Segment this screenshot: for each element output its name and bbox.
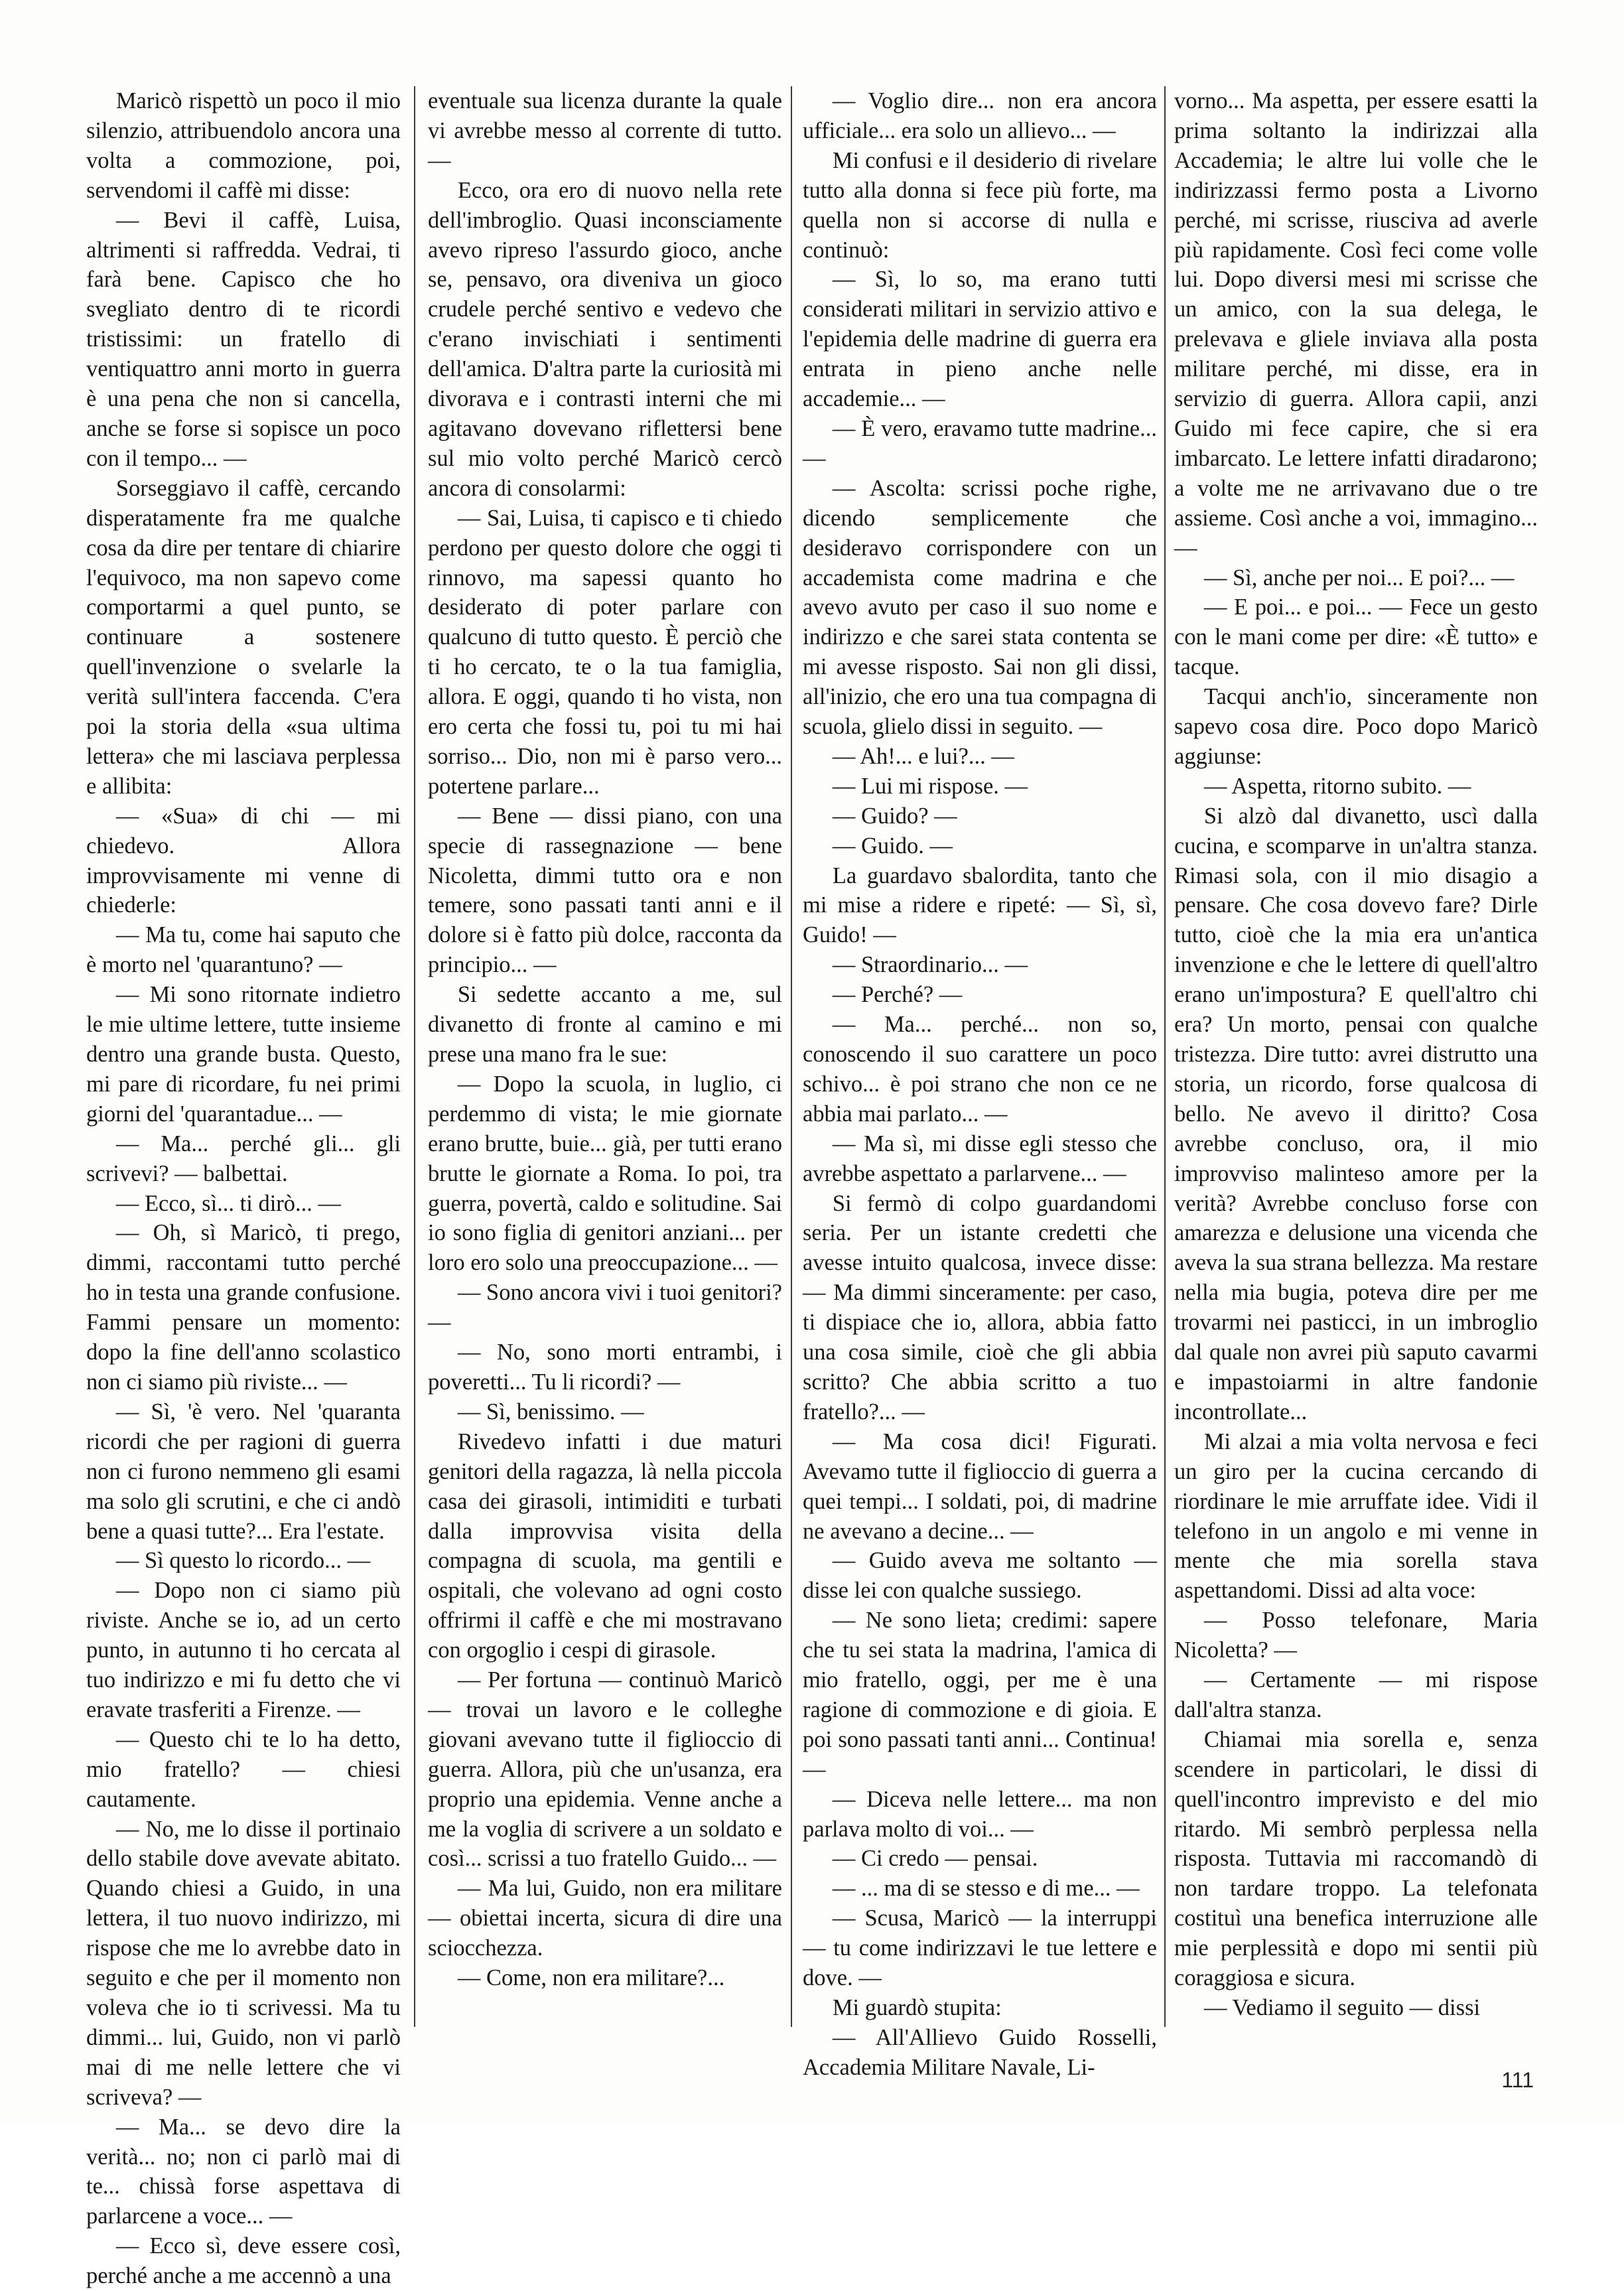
paragraph: — «Sua» di chi — mi chiedevo. Allora improvvisamente mi venne di chiederle: [86,803,401,918]
paragraph: — Bevi il caffè, Luisa, altrimenti si raffredda. Vedrai, ti farà bene. Capisco che ho svegliato dentro di te ricordi tristissimi: un fratello di ventiquattro anni morto in guerra è una pena che non si cancella, anche se forse si sopisce un poco con il tempo... — [86,207,401,471]
paragraph: — Sì, lo so, ma erano tutti considerati militari in servizio attivo e l'epidemia delle madrine di guerra era entrata in pieno anche nelle accademie... — [803,267,1157,412]
paragraph: — Guido. — [832,833,953,859]
text-column-3 [803,86,1157,2080]
column-divider [1164,86,1166,2027]
paragraph: Mi alzai a mia volta nervosa e feci un giro per la cucina cercando di riordinare le mie arruffate idee. Vidi il telefono in un angolo e mi venne in mente che mia sorella stava aspettandomi. Dissi ad alta voce: [1174,1428,1538,1604]
paragraph: — Oh, sì Maricò, ti prego, dimmi, raccontami tutto perché ho in testa una grande confusione. Fammi pensare un momento: dopo la fine dell'anno scolastico non ci siamo più riviste... — [86,1220,401,1395]
paragraph: — Vediamo il seguito — dissi [1203,1995,1481,2020]
paragraph: Mi guardò stupita: [832,1995,1002,2020]
paragraph: La guardavo sbalordita, tanto che mi mise a ridere e ripeté: — Sì, sì, Guido! — [803,863,1157,948]
paragraph: — Certamente — mi rispose dall'altra stanza. [1174,1667,1538,1722]
paragraph: — Bene — dissi piano, con una specie di rassegnazione — bene Nicoletta, dimmi tutto ora e non temere, sono passati tanti anni e il dolore si è fatto più dolce, racconta da principio... — [428,803,782,978]
paragraph: — No, sono morti entrambi, i poveretti... Tu li ricordi? — [428,1340,782,1395]
text-column-4 [1174,86,1538,2030]
paragraph: — Come, non era militare?... [457,1965,725,1991]
paragraph: — Ascolta: scrissi poche righe, dicendo semplicemente che desideravo corrispondere con un accademista come madrina e che avevo avuto per caso il suo nome e indirizzo e che sarei stata contenta se mi avesse risposto. Sai non gli dissi, all'inizio, che ero una tua compagna di scuola, glielo dissi in seguito. — [803,475,1157,740]
column-divider [791,86,792,2027]
paragraph: — Ci credo — pensai. [832,1846,1038,1872]
paragraph: Sorseggiavo il caffè, cercando disperatamente fra me qualche cosa da dire per tentare di chiarire l'equivoco, ma non sapevo come comportarmi a quel punto, se continuare a sostenere quell'invenzione o svelarle la verità sull'intera faccenda. C'era poi la storia della «sua ultima lettera» che mi lasciava perplessa e allibita: [86,475,401,799]
paragraph: — Ma sì, mi disse egli stesso che avrebbe aspettato a parlarvene... — [803,1131,1157,1186]
paragraph: — Ma... perché gli... gli scrivevi? — balbettai. [86,1131,401,1186]
paragraph: — Diceva nelle lettere... ma non parlava molto di voi... — [803,1786,1157,1842]
paragraph: — All'Allievo Guido Rosselli, Accademia Militare Navale, Li- [803,2024,1157,2080]
paragraph: Si alzò dal divanetto, uscì dalla cucina, e scomparve in un'altra stanza. Rimasi sola, con il mio disagio a pensare. Che cosa dovevo fare? Dirle tutto, cioè che la mia era un'antica invenzione e che le lettere di quell'altro erano un'impostura? E quell'altro chi era? Un morto, pensai con qualche tristezza. Dire tutto: avrei distrutto una storia, un ricordo, forse qualcosa di bello. Ne avevo il diritto? Cosa avrebbe concluso, ora, il mio improvviso malinteso amore per la verità? Avrebbe concluso forse con amarezza e delusione una vicenda che aveva la sua strana bellezza. Ma restare nella mia bugia, poteva dire per me trovarmi nei pasticci, in un imbroglio dal quale non avrei più saputo cavarmi e impastoiarmi in altre fandonie incontrollate... [1174,803,1538,1424]
paragraph: — Sì questo lo ricordo... — [115,1548,371,1574]
paragraph: — Sì, benissimo. — [457,1399,644,1424]
paragraph: — Ecco, sì... ti dirò... — [115,1190,342,1216]
paragraph: — Straordinario... — [832,952,1028,978]
paragraph: — Guido aveva me soltanto — disse lei con qualche sussiego. [803,1548,1157,1604]
paragraph: — ... ma di se stesso e di me... — [832,1876,1140,1902]
text-column-2 [428,86,782,2030]
paragraph: — Perché? — [832,982,963,1008]
paragraph: — Ma tu, come hai saputo che è morto nel 'quarantuno? — [86,922,401,978]
column-divider [414,86,415,2027]
paragraph: eventuale sua licenza durante la quale vi avrebbe messo al corrente di tutto. — [428,88,782,173]
paragraph: — Lui mi rispose. — [832,773,1028,799]
paragraph: — Ne sono lieta; credimi: sapere che tu sei stata la madrina, l'amica di mio fratello, oggi, per me è una ragione di commozione e di gioia. E poi sono passati tanti anni... Continua! — [803,1608,1157,1782]
paragraph: — Posso telefonare, Maria Nicoletta? — [1174,1608,1538,1663]
paragraph: — Dopo non ci siamo più riviste. Anche se io, ad un certo punto, in autunno ti ho cercata al tuo indirizzo e mi fu detto che vi eravate trasferiti a Firenze. — [86,1578,401,1722]
paragraph: — Guido? — [832,803,957,829]
paragraph: — Sono ancora vivi i tuoi genitori? — [428,1280,782,1336]
paragraph: — Ma lui, Guido, non era militare — obiettai incerta, sicura di dire una sciocchezza. [428,1876,782,1961]
paragraph: — Ma... se devo dire la verità... no; non ci parlò mai di te... chissà forse aspettava di parlarcene a voce... — [86,2114,401,2229]
paragraph: — Ma... perché... non so, conoscendo il suo carattere un poco schivo... è poi strano che non ce ne abbia mai parlato... — [803,1012,1157,1127]
paragraph: Tacqui anch'io, sinceramente non sapevo cosa dire. Poco dopo Maricò aggiunse: [1174,684,1538,769]
paragraph: — Mi sono ritornate indietro le mie ultime lettere, tutte insieme dentro una grande busta. Questo, mi pare di ricordare, fu nei primi giorni del 'quarantadue... — [86,982,401,1127]
paragraph: Mi confusi e il desiderio di rivelare tutto alla donna si fece più forte, ma quella non si accorse di nulla e continuò: [803,147,1157,263]
text-column-1 [86,86,401,2289]
paragraph: — Voglio dire... non era ancora ufficiale... era solo un allievo... — [803,88,1157,143]
paragraph: — Dopo la scuola, in luglio, ci perdemmo di vista; le mie giornate erano brutte, buie... già, per tutti erano brutte le giornate a Roma. Io poi, tra guerra, povertà, caldo e solitudine. Sai io sono figlia di genitori anziani... per loro ero solo una preoccupazione... — [428,1071,782,1276]
paragraph: — È vero, eravamo tutte madrine... — [803,415,1157,471]
paragraph: Rivedevo infatti i due maturi genitori della ragazza, là nella piccola casa dei girasoli, intimiditi e turbati dalla improvvisa visita della compagna di scuola, ma gentili e ospitali, che volevano ad ogni costo offrirmi il caffè e che mi mostravano con orgoglio i cespi di girasole. [428,1428,782,1663]
paragraph: — E poi... e poi... — Fece un gesto con le mani come per dire: «È tutto» e tacque. [1174,594,1538,680]
paragraph: — Aspetta, ritorno subito. — [1203,773,1471,799]
paragraph: Si sedette accanto a me, sul divanetto di fronte al camino e mi prese una mano fra le sue: [428,982,782,1067]
page-number: 111 [1501,2068,1534,2092]
paragraph: — Ma cosa dici! Figurati. Avevamo tutte il figlioccio di guerra a quei tempi... I soldati, poi, di madrine ne avevano a decine... — [803,1428,1157,1544]
paragraph: Ecco, ora ero di nuovo nella rete dell'imbroglio. Quasi inconsciamente avevo ripreso l'assurdo gioco, anche se, pensavo, ora diveniva un gioco crudele perché sentivo e vedevo che c'erano invischiati i sentimenti dell'amica. D'altra parte la curiosità mi divorava e i contrasti interni che mi agitavano dovevano riflettersi bene sul mio volto perché Maricò cercò ancora di consolarmi: [428,177,782,501]
paragraph: — Ecco sì, deve essere così, perché anche a me accennò a una [86,2233,401,2289]
paragraph: Si fermò di colpo guardandomi seria. Per un istante credetti che avesse intuito qualcosa, invece disse: — Ma dimmi sinceramente: per caso, ti dispiace che io, allora, abbia fatto una cosa simile, cioè che gli abbia scritto? Che abbia scritto a tuo fratello?... — [803,1190,1157,1424]
paragraph: — Per fortuna — continuò Maricò — trovai un lavoro e le colleghe giovani avevano tutte il figlioccio di guerra. Allora, più che un'usanza, era proprio una epidemia. Venne anche a me la voglia di scrivere a un soldato e così... scrissi a tuo fratello Guido... — [428,1667,782,1872]
paragraph: Chiamai mia sorella e, senza scendere in particolari, le dissi di quell'incontro imprevisto e del mio ritardo. Mi sembrò perplessa nella risposta. Tuttavia mi raccomandò di non tardare troppo. La telefonata costituì una benefica interruzione alle mie perplessità e dopo mi sentii più coraggiosa e sicura. [1174,1726,1538,1991]
paragraph: — Sì, anche per noi... E poi?... — [1203,565,1515,590]
paragraph: — Sai, Luisa, ti capisco e ti chiedo perdono per questo dolore che oggi ti rinnovo, ma sapessi quanto ho desiderato di poter parlare con qualcuno di tutto questo. È perciò che ti ho cercato, te o la tua famiglia, allora. E oggi, quando ti ho vista, non ero certa che fossi tu, poi tu mi hai sorriso... Dio, non mi è parso vero... potertene parlare... [428,505,782,799]
paragraph: Maricò rispettò un poco il mio silenzio, attribuendolo ancora una volta a commozione, poi, servendomi il caffè mi disse: [86,88,401,203]
paragraph: — Scusa, Maricò — la interruppi — tu come indirizzavi le tue lettere e dove. — [803,1906,1157,1991]
paragraph: — Ah!... e lui?... — [832,743,1014,769]
paragraph: — Sì, 'è vero. Nel 'quaranta ricordi che per ragioni di guerra non ci furono nemmeno gli esami ma solo gli scrutini, e che ci andò bene a quasi tutte?... Era l'estate. [86,1399,401,1544]
paragraph: — Questo chi te lo ha detto, mio fratello? — chiesi cautamente. [86,1726,401,1812]
paragraph: vorno... Ma aspetta, per essere esatti la prima soltanto la indirizzai alla Accademia; le altre lui volle che le indirizzassi fermo posta a Livorno perché, mi scrisse, riusciva ad averle più rapidamente. Così feci come volle lui. Dopo diversi mesi mi scrisse che un amico, con la sua delega, le prelevava e gliele inviava alla posta militare perché, mi disse, era in servizio di guerra. Allora capii, anzi Guido mi fece capire, che si era imbarcato. Le lettere infatti diradarono; a volte me ne arrivavano due o tre assieme. Così anche a voi, immagino... — [1174,88,1538,561]
paragraph: — No, me lo disse il portinaio dello stabile dove avevate abitato. Quando chiesi a Guido, in una lettera, il tuo nuovo indirizzo, mi rispose che me lo avrebbe dato in seguito e che per il momento non voleva che io ti scrivessi. Ma tu dimmi... lui, Guido, non vi parlò mai di me nelle lettere che vi scriveva? — [86,1816,401,2110]
